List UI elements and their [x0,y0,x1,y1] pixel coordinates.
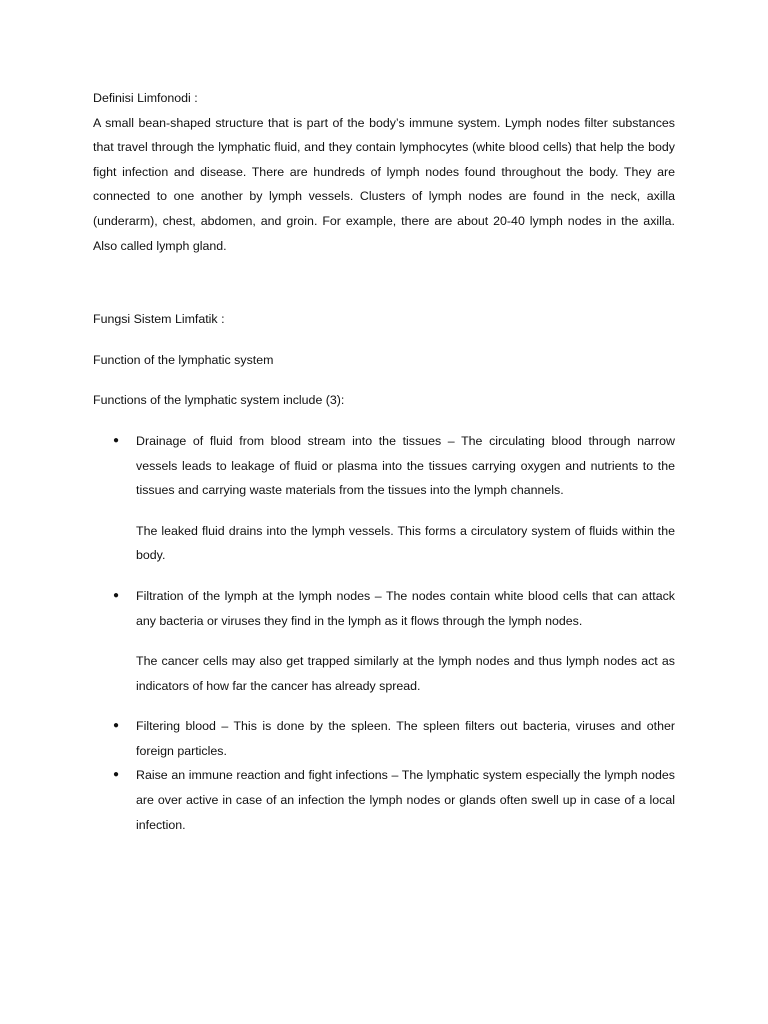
bullet-icon: ● [113,769,120,781]
list-item [93,714,675,763]
spacer [93,258,675,307]
spacer [93,568,675,584]
list-item-note: The cancer cells may also get trapped similarly at the lymph nodes and thus lymph nodes act as indicators of how far the cancer has already spread. [136,654,675,693]
definition-heading: Definisi Limfonodi : [93,91,198,105]
function-subheading: Function of the lymphatic system [93,352,274,367]
bullet-icon: ● [113,589,120,601]
list-item-text: Drainage of fluid from blood stream into the tissues – The circulating blood through narrow vessels leads to leakage of fluid or plasma into the tissues carrying oxygen and nutrients to the tissues and carrying waste materials from the tissues into the lymph channels. [136,433,675,498]
definition-paragraph: A small bean-shaped structure that is part of the body’s immune system. Lymph nodes filter substances that travel through the lymphatic fluid, and they contain lymphocytes (white blood cells) that help the body fight infection and disease. There are hundreds of lymph nodes found throughout the body. They are connected to one another by lymph vessels. Clusters of lymph nodes are found in the neck, axilla (underarm), chest, abdomen, and groin. For example, there are about 20-40 lymph nodes in the axilla. Also called lymph gland. [93,115,675,253]
spacer [93,332,675,348]
list-item [93,584,675,698]
spacer [93,698,675,714]
functions-intro: Functions of the lymphatic system include (3): [93,393,345,408]
list-item-text: Raise an immune reaction and fight infections – The lymphatic system especially the lymph nodes are over active in case of an infection the lymph nodes or glands often swell up in case of a local infection. [136,768,675,832]
list-item-text: Filtration of the lymph at the lymph nodes – The nodes contain white blood cells that can attack any bacteria or viruses they find in the lymph as it flows through the lymph nodes. [136,588,675,628]
spacer [93,372,675,388]
list-item-text: Filtering blood – This is done by the spleen. The spleen filters out bacteria, viruses and other foreign particles. [136,719,675,758]
bullet-icon: ● [113,434,120,446]
document-content [93,86,675,837]
list-item [93,429,675,568]
function-heading: Fungsi Sistem Limfatik : [93,312,225,327]
functions-list [93,429,675,837]
bullet-icon: ● [113,720,120,732]
list-item-note: The leaked fluid drains into the lymph vessels. This forms a circulatory system of fluids within the body. [136,523,675,563]
list-item [93,763,675,837]
spacer [93,413,675,429]
